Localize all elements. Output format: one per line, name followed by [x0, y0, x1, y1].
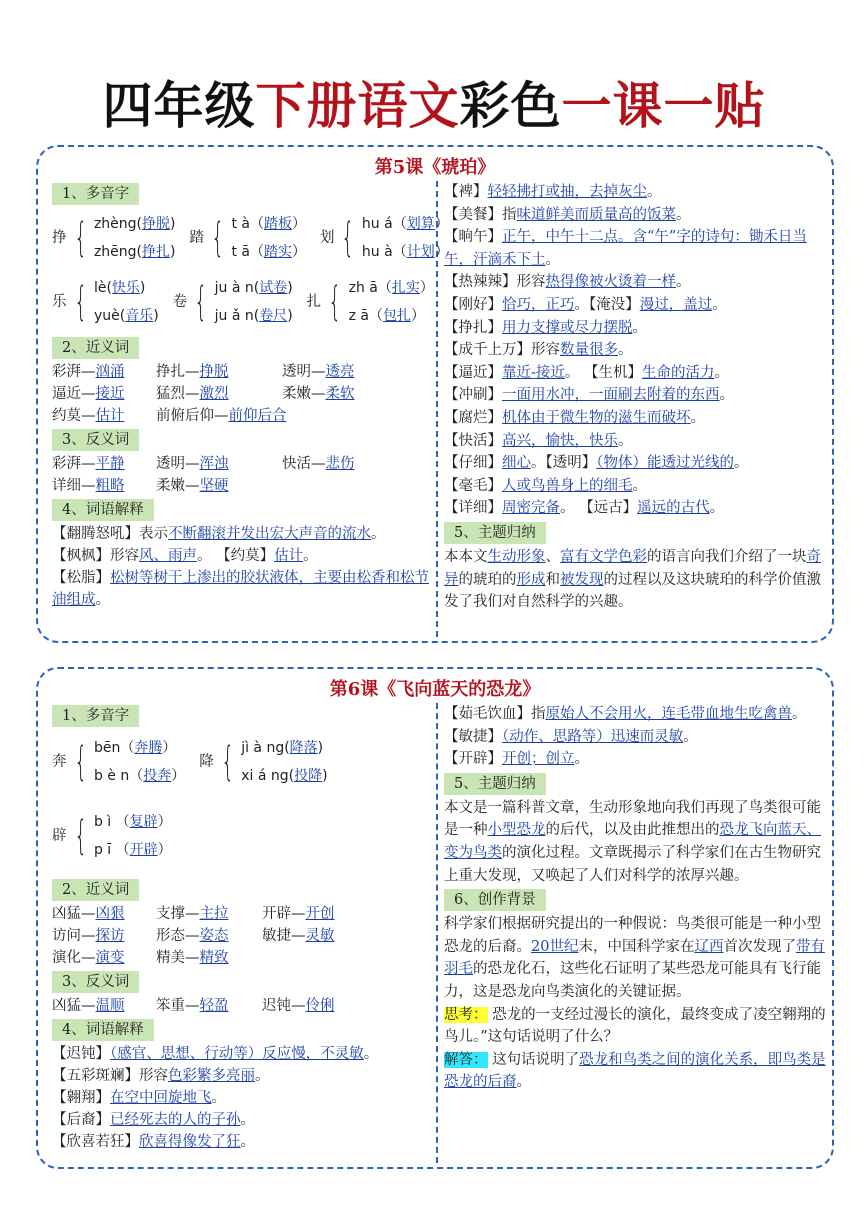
pinyin-line — [349, 274, 434, 302]
pinyin-line — [241, 762, 327, 790]
pinyin-stack — [362, 210, 449, 266]
polyphone-char: 扎 — [306, 294, 322, 310]
brace-icon: { — [73, 279, 87, 325]
pinyin-reading: bēn（ — [93, 740, 135, 756]
example-word: 踏实 — [263, 244, 292, 260]
pinyin-stack — [241, 734, 327, 790]
pinyin-reading: zhèng( — [93, 216, 143, 232]
word-pair — [52, 453, 156, 475]
word: 精美— — [156, 950, 200, 966]
answer: 解答： 这句话说明了恐龙和鸟类之间的演化关系，即鸟类是恐龙的后裔。 — [444, 1051, 826, 1091]
pinyin-close: ) — [287, 308, 293, 324]
word: 猛烈— — [156, 386, 200, 402]
example-word: 奔腾 — [134, 740, 163, 756]
word-pair — [52, 903, 156, 925]
pinyin-close: ） — [162, 740, 177, 756]
definition-item: 【腐烂】机体由于微生物的滋生而破坏。 — [444, 409, 705, 426]
section-heading: 6、创作背景 — [444, 889, 546, 911]
polyphone-row — [52, 269, 434, 335]
paired-word: 精致 — [199, 950, 229, 966]
word-pair — [52, 361, 156, 383]
definition-item: 【欣喜若狂】欣喜得像发了狂。 — [52, 1134, 255, 1150]
pinyin-stack — [94, 808, 172, 864]
pinyin-stack — [94, 734, 185, 790]
word-pair — [52, 925, 156, 947]
definition-item: 【迟钝】（感官、思想、行动等）反应慢，不灵敏。 — [52, 1046, 379, 1062]
definition-item: 【仔细】细心。【透明】（物体）能透过光线的。 — [444, 455, 749, 472]
section-heading: 2、近义词 — [52, 879, 139, 901]
page-title — [0, 66, 868, 138]
word: 柔嫩— — [156, 478, 200, 494]
pinyin-line — [94, 836, 172, 864]
lesson-6-right-column — [444, 703, 828, 1094]
paired-word: 柔软 — [325, 386, 355, 402]
polyphone-char: 卷 — [172, 294, 188, 310]
word-pair — [262, 903, 382, 925]
section-heading: 3、反义词 — [52, 971, 139, 993]
polyphone-group — [189, 210, 305, 266]
word-pair — [156, 947, 262, 969]
section-heading: 4、词语解释 — [52, 499, 154, 521]
word: 柔嫩— — [282, 386, 326, 402]
pinyin-line — [94, 762, 185, 790]
pinyin-reading: zhēng( — [93, 244, 143, 260]
word: 支撑— — [156, 906, 200, 922]
definition-item: 【后裔】已经死去的人的子孙。 — [52, 1112, 255, 1128]
word-pair-row — [52, 947, 430, 969]
definition-item: 【翻腾怒吼】表示不断翻滚并发出宏大声音的流水。 — [52, 526, 386, 542]
title-part-3: 彩色 — [459, 77, 562, 135]
word-pair — [282, 383, 402, 405]
word: 彩湃— — [52, 364, 96, 380]
word-pair-row — [52, 383, 430, 405]
word: 逼近— — [52, 386, 96, 402]
definition-item: 【美餐】指味道鲜美而质量高的饭菜。 — [444, 206, 691, 223]
polyphone-row — [52, 207, 449, 269]
word-pair — [156, 383, 282, 405]
pinyin-reading: jì à ng( — [241, 740, 290, 756]
paired-word: 温顺 — [95, 998, 125, 1014]
pinyin-close: ) — [317, 740, 324, 756]
paired-word: 演变 — [95, 950, 125, 966]
antonym-list — [52, 995, 430, 1017]
example-word: 投降 — [294, 768, 323, 784]
definition-item: 【成千上万】形容数量很多。 — [444, 342, 633, 359]
antonym-list — [52, 453, 430, 497]
word-pair — [156, 475, 282, 497]
definition-item: 【逼近】靠近-接近。 【生机】生命的活力。 — [444, 364, 730, 381]
word: 开辟— — [262, 906, 306, 922]
section-heading: 1、多音字 — [52, 183, 139, 205]
example-word: 划算 — [406, 216, 435, 232]
pinyin-close: ) — [287, 280, 293, 296]
pinyin-line — [215, 302, 293, 330]
definition-item: 【详细】周密完备。 【远古】遥远的古代。 — [444, 500, 725, 517]
word-pair — [52, 383, 156, 405]
polyphone-group — [52, 274, 159, 330]
word: 形态— — [156, 928, 200, 944]
pinyin-reading: b ì （ — [93, 814, 130, 830]
word: 迟钝— — [262, 998, 306, 1014]
answer-label: 解答： — [444, 1051, 488, 1068]
polyphone-group — [52, 734, 185, 790]
synonym-list — [52, 903, 430, 969]
lesson-5-title: 第5课《琥珀》 — [374, 157, 496, 178]
pinyin-reading: yuè( — [93, 308, 126, 324]
polyphone-group — [173, 274, 293, 330]
pinyin-line — [94, 808, 172, 836]
paired-word: 汹涌 — [95, 364, 125, 380]
paired-word: 粗略 — [95, 478, 125, 494]
word: 透明— — [282, 364, 326, 380]
paired-word: 主拉 — [199, 906, 229, 922]
pinyin-close: ） — [419, 280, 434, 296]
polyphone-group — [320, 210, 449, 266]
section-heading: 3、反义词 — [52, 429, 139, 451]
word: 凶猛— — [52, 906, 96, 922]
example-word: 扎实 — [391, 280, 420, 296]
pinyin-close: ) — [153, 308, 159, 324]
polyphone-char: 辟 — [52, 828, 67, 844]
word-pair — [156, 903, 262, 925]
word-pair — [156, 453, 282, 475]
pinyin-close: ) — [170, 244, 176, 260]
word-pair — [52, 995, 156, 1017]
pinyin-stack — [349, 274, 434, 330]
lesson-6-left-column — [52, 703, 430, 1153]
pinyin-line — [349, 302, 434, 330]
pinyin-stack — [94, 274, 159, 330]
definition-item: 【热辣辣】形容热得像被火烫着一样。 — [444, 274, 691, 291]
pinyin-stack — [215, 274, 293, 330]
paired-word: 伶俐 — [305, 998, 335, 1014]
pinyin-reading: hu à（ — [361, 244, 407, 260]
paired-word: 挣脱 — [199, 364, 229, 380]
pinyin-close: ) — [139, 280, 146, 296]
question: 思考： 恐龙的一支经过漫长的演化，最终变成了凌空翱翔的鸟儿。”这句话说明了什么？ — [444, 1006, 826, 1046]
title-part-1: 四年级 — [102, 77, 256, 135]
polyphone-char: 踏 — [189, 230, 204, 246]
pinyin-close: ） — [291, 244, 306, 260]
word: 透明— — [156, 456, 200, 472]
paired-word: 平静 — [95, 456, 125, 472]
pinyin-line — [362, 238, 449, 266]
definition-item: 【翱翔】在空中回旋地飞。 — [52, 1090, 226, 1106]
polyphone-char: 挣 — [52, 230, 67, 246]
pinyin-reading: xi á ng( — [241, 768, 295, 784]
word-pair-row — [52, 475, 430, 497]
lesson-6-card — [36, 667, 834, 1169]
definition-item: 【毫毛】人或鸟兽身上的细毛。 — [444, 477, 647, 494]
example-word: 挣脱 — [142, 216, 171, 232]
example-word: 投奔 — [143, 768, 172, 784]
brace-icon: { — [341, 215, 355, 261]
lesson-5-right-column — [444, 181, 828, 614]
word: 约莫— — [52, 408, 96, 424]
paired-word: 轻盈 — [199, 998, 229, 1014]
pinyin-close: ） — [434, 244, 449, 260]
polyphone-row — [52, 795, 430, 877]
definition-item: 【晌午】正午，中午十二点。含“午”字的诗句：锄禾日当午，汗滴禾下土。 — [444, 229, 807, 268]
paired-word: 透亮 — [325, 364, 355, 380]
lesson-6-title: 第6课《飞向蓝天的恐龙》 — [329, 679, 541, 700]
word-pair — [282, 453, 402, 475]
lesson-5-left-column — [52, 181, 449, 611]
pinyin-close: ） — [291, 216, 306, 232]
section-heading: 5、主题归纳 — [444, 773, 546, 795]
pinyin-close: ） — [157, 814, 172, 830]
word-pair-row — [52, 361, 430, 383]
section-heading: 4、词语解释 — [52, 1019, 154, 1041]
example-word: 卷尺 — [259, 308, 288, 324]
pinyin-reading: b è n（ — [93, 768, 144, 784]
paired-word: 悲伤 — [325, 456, 355, 472]
paired-word: 估计 — [95, 408, 125, 424]
word: 前俯后仰— — [156, 408, 229, 424]
example-word: 试卷 — [259, 280, 288, 296]
theme-summary: 本本文生动形象、富有文学色彩的语言向我们介绍了一块奇异的琥珀的形成和被发现的过程以及这块琥珀的科学价值激发了我们对自然科学的兴趣。 — [444, 548, 821, 611]
paired-word: 探访 — [95, 928, 125, 944]
title-part-4: 一课一贴 — [561, 77, 766, 135]
polyphone-group — [307, 274, 434, 330]
pinyin-stack — [231, 210, 306, 266]
definition-item: 【枫枫】形容风、雨声。 【约莫】估计。 — [52, 548, 318, 564]
paired-word: 姿态 — [199, 928, 229, 944]
pinyin-close: ) — [170, 216, 176, 232]
pinyin-line — [94, 734, 185, 762]
brace-icon: { — [221, 739, 234, 785]
polyphone-char: 乐 — [52, 294, 67, 310]
pinyin-line — [241, 734, 327, 762]
theme-summary: 本文是一篇科普文章，生动形象地向我们再现了鸟类很可能是一种小型恐龙的后代，以及由此推想出的恐龙飞向蓝天、变为鸟类的演化过程。文章既揭示了科学家们在古生物研究上重大发现，又唤起了人们对科学的浓厚兴趣。 — [444, 799, 821, 884]
definition-item: 【敏捷】（动作、思路等）迅速而灵敏。 — [444, 728, 698, 745]
pinyin-line — [94, 238, 176, 266]
definition-item: 【开辟】开创；创立。 — [444, 751, 589, 768]
example-word: 开辟 — [129, 842, 158, 858]
word: 凶猛— — [52, 998, 96, 1014]
section-heading: 1、多音字 — [52, 705, 139, 727]
background-text: 科学家们根据研究提出的一种假说：鸟类很可能是一种小型恐龙的后裔。20世纪末，中国科学家在辽西首次发现了带有羽毛的恐龙化石，这些化石证明了某些恐龙可能具有飞行能力，这是恐龙向鸟类演化的关键证据。 — [444, 916, 825, 1000]
brace-icon: { — [73, 813, 87, 859]
pinyin-reading: t ā（ — [231, 244, 264, 260]
example-word: 音乐 — [125, 308, 154, 324]
polyphone-char: 降 — [199, 754, 214, 770]
definition-item: 【裨】轻轻拂打或抽，去掉灰尘。 — [444, 184, 662, 200]
pinyin-reading: ju à n( — [214, 280, 260, 296]
pinyin-reading: lè( — [93, 280, 112, 296]
pinyin-close: ） — [434, 216, 449, 232]
pinyin-line — [215, 274, 293, 302]
example-word: 降落 — [289, 740, 318, 756]
word-pair — [262, 925, 382, 947]
pinyin-reading: p ī （ — [93, 842, 130, 858]
word-pair — [52, 475, 156, 497]
pinyin-close: ) — [322, 768, 328, 784]
example-word: 包扎 — [383, 308, 411, 324]
polyphone-char: 划 — [319, 230, 335, 246]
section-heading: 2、近义词 — [52, 337, 139, 359]
brace-icon: { — [73, 739, 87, 785]
pinyin-reading: z ā（ — [348, 308, 383, 324]
word-pair-row — [52, 405, 430, 427]
example-word: 快乐 — [111, 280, 140, 296]
word: 笨重— — [156, 998, 200, 1014]
paired-word: 激烈 — [199, 386, 229, 402]
word: 敏捷— — [262, 928, 306, 944]
paired-word: 坚硬 — [199, 478, 229, 494]
word: 演化— — [52, 950, 96, 966]
pinyin-line — [94, 302, 159, 330]
pinyin-reading: zh ā（ — [348, 280, 392, 296]
word-pair-row — [52, 995, 430, 1017]
word: 快活— — [282, 456, 326, 472]
polyphone-group — [52, 808, 172, 864]
synonym-list — [52, 361, 430, 427]
paired-word: 灵敏 — [305, 928, 335, 944]
paired-word: 接近 — [95, 386, 125, 402]
word-pair — [156, 361, 282, 383]
polyphone-char: 奔 — [52, 754, 67, 770]
definition-item: 【冲刷】一面用水冲，一面刷去附着的东西。 — [444, 387, 734, 404]
definition-item: 【快活】高兴，愉快，快乐。 — [444, 432, 633, 449]
example-word: 踏板 — [263, 216, 292, 232]
example-word: 挣扎 — [142, 244, 171, 260]
pinyin-line — [362, 210, 449, 238]
polyphone-row — [52, 729, 430, 795]
brace-icon: { — [73, 215, 87, 261]
word-pair-row — [52, 925, 430, 947]
word-pair — [156, 995, 262, 1017]
paired-word: 开创 — [305, 906, 335, 922]
definition-item: 【挣扎】用力支撑或尽力摆脱。 — [444, 319, 647, 336]
paired-word: 前仰后合 — [228, 408, 287, 424]
pinyin-close: ） — [171, 768, 186, 784]
pinyin-reading: hu á（ — [361, 216, 407, 232]
brace-icon: { — [194, 279, 208, 325]
word: 挣扎— — [156, 364, 200, 380]
pinyin-line — [231, 238, 306, 266]
word-pair-row — [52, 903, 430, 925]
example-word: 计划 — [406, 244, 435, 260]
word-pair — [156, 925, 262, 947]
paired-word: 凶狠 — [95, 906, 125, 922]
word-pair-row — [52, 453, 430, 475]
pinyin-reading: ju ǎ n( — [214, 308, 260, 324]
word: 访问— — [52, 928, 96, 944]
pinyin-close: ） — [411, 308, 425, 324]
definition-item: 【茹毛饮血】指原始人不会用火，连毛带血地生吃禽兽。 — [444, 706, 807, 722]
column-divider — [436, 703, 438, 1163]
polyphone-group — [199, 734, 327, 790]
question-label: 思考： — [444, 1006, 488, 1023]
definition-item: 【刚好】恰巧，正巧。【淹没】漫过，盖过。 — [444, 296, 727, 313]
word-pair — [262, 995, 382, 1017]
brace-icon: { — [328, 279, 342, 325]
pinyin-stack — [94, 210, 176, 266]
definition-item: 【五彩斑斓】形容色彩繁多亮丽。 — [52, 1068, 270, 1084]
example-word: 复辟 — [129, 814, 158, 830]
word-pair — [52, 405, 156, 427]
pinyin-line — [231, 210, 306, 238]
word: 彩湃— — [52, 456, 96, 472]
brace-icon: { — [211, 215, 225, 261]
word-pair — [156, 405, 287, 427]
word-pair — [52, 947, 156, 969]
paired-word: 浑浊 — [199, 456, 229, 472]
pinyin-line — [94, 210, 176, 238]
word-pair — [282, 361, 402, 383]
pinyin-close: ） — [157, 842, 172, 858]
word: 详细— — [52, 478, 96, 494]
section-heading: 5、主题归纳 — [444, 522, 546, 544]
pinyin-reading: t à（ — [231, 216, 264, 232]
pinyin-line — [94, 274, 159, 302]
definition-item: 【松脂】松树等树干上渗出的胶状液体，主要由松香和松节油组成。 — [52, 570, 429, 608]
lesson-5-card — [36, 145, 834, 643]
polyphone-group — [52, 210, 175, 266]
title-part-2: 下册语文 — [255, 77, 460, 135]
